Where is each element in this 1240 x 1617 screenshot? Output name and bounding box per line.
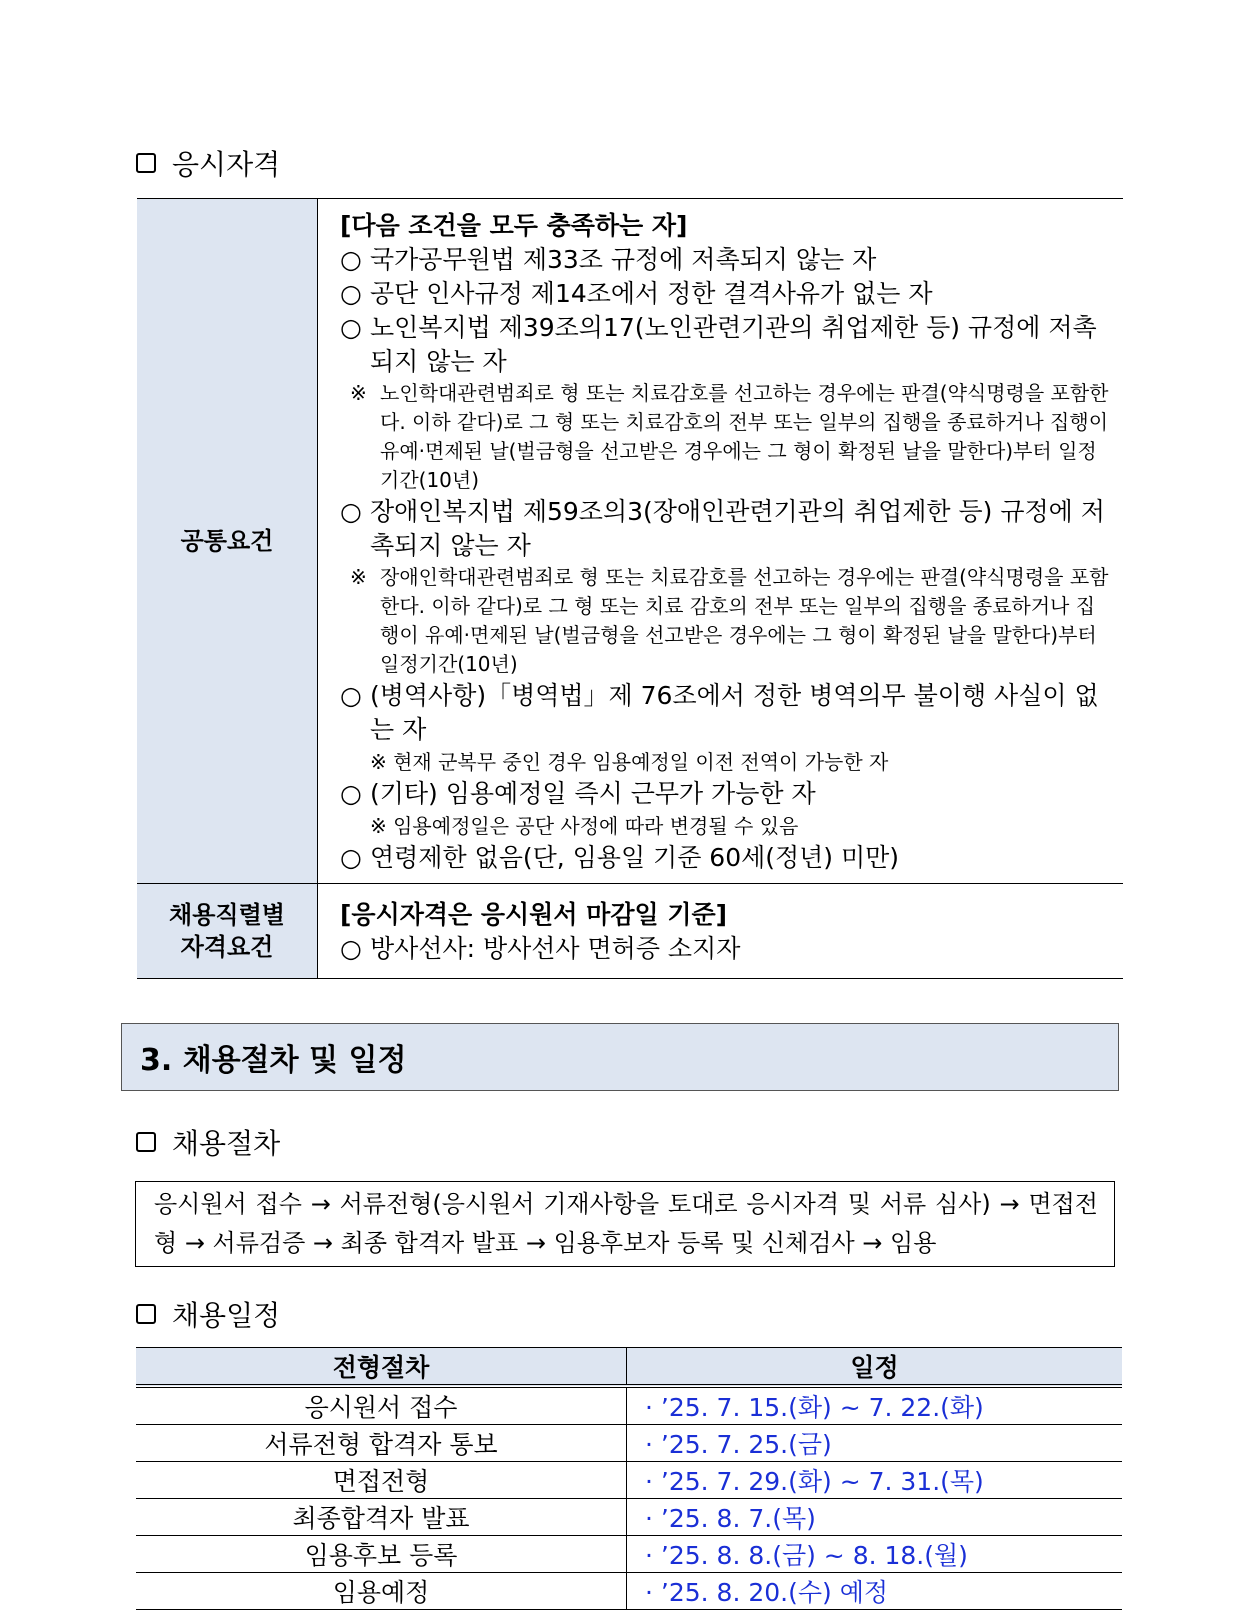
- list-item: [340, 679, 1111, 747]
- reference-mark-icon: ※: [350, 565, 367, 589]
- schedule-table-body: [136, 1386, 1122, 1610]
- schedule-date: · ’25. 8. 7.(목): [627, 1499, 1123, 1536]
- list-item: [340, 243, 1111, 277]
- job-requirements: [318, 884, 1124, 979]
- schedule-step: 임용예정: [136, 1573, 627, 1610]
- schedule-date: · ’25. 7. 29.(화) ~ 7. 31.(목): [627, 1462, 1123, 1499]
- list-item: [340, 841, 1111, 875]
- table-row: [136, 1386, 1122, 1425]
- table-row: [136, 1425, 1122, 1462]
- row-label-job: [137, 884, 318, 979]
- list-item-text: 장애인복지법 제59조의3(장애인관련기관의 취업제한 등) 규정에 저촉되지 않는 자: [370, 497, 1105, 560]
- schedule-date: · ’25. 7. 25.(금): [627, 1425, 1123, 1462]
- schedule-date: · ’25. 8. 20.(수) 예정: [627, 1573, 1123, 1610]
- procedure-text: 응시원서 접수 → 서류전형(응시원서 기재사항을 토대로 응시자격 및 서류 심사) → 면접전형 → 서류검증 → 최종 합격자 발표 → 임용후보자 등록 및 신체검사 → 임용: [154, 1190, 1098, 1257]
- circle-bullet-icon: ○: [340, 313, 362, 342]
- row-label-line: 채용직렬별: [169, 901, 285, 929]
- note: [340, 379, 1111, 495]
- circle-bullet-icon: ○: [340, 279, 362, 308]
- table-row: [136, 1499, 1122, 1536]
- reference-mark-icon: ※: [350, 381, 367, 405]
- schedule-step: 면접전형: [136, 1462, 627, 1499]
- table-row: [136, 1536, 1122, 1573]
- section-3-title: 3. 채용절차 및 일정: [140, 1043, 407, 1078]
- circle-bullet-icon: ○: [340, 843, 362, 872]
- table-row: [136, 1573, 1122, 1610]
- checkbox-square-icon: [136, 153, 156, 173]
- schedule-step: 서류전형 합격자 통보: [136, 1425, 627, 1462]
- circle-bullet-icon: ○: [340, 497, 362, 526]
- list-item: [340, 777, 1111, 811]
- qualification-table: [137, 198, 1123, 979]
- table-row: [136, 1462, 1122, 1499]
- procedure-box: [135, 1181, 1115, 1267]
- note: [340, 563, 1111, 679]
- schedule-step: 응시원서 접수: [136, 1386, 627, 1425]
- checkbox-square-icon: [136, 1132, 156, 1152]
- list-item-text: 연령제한 없음(단, 임용일 기준 60세(정년) 미만): [370, 843, 900, 872]
- section-3-title-bar: [121, 1023, 1119, 1091]
- list-item-text: 노인복지법 제39조의17(노인관련기관의 취업제한 등) 규정에 저촉되지 않는 자: [370, 313, 1097, 376]
- table-row: [137, 199, 1123, 884]
- schedule-step: 임용후보 등록: [136, 1536, 627, 1573]
- list-item-text: (기타) 임용예정일 즉시 근무가 가능한 자: [370, 779, 816, 808]
- circle-bullet-icon: ○: [340, 779, 362, 808]
- section-title: 응시자격: [172, 148, 281, 181]
- table-row: [137, 884, 1123, 979]
- schedule-step: 최종합격자 발표: [136, 1499, 627, 1536]
- sub-note: ※ 현재 군복무 중인 경우 임용예정일 이전 전역이 가능한 자: [370, 750, 889, 774]
- section-heading-schedule: [136, 1294, 280, 1334]
- list-item: [340, 495, 1111, 563]
- schedule-date: · ’25. 7. 15.(화) ~ 7. 22.(화): [627, 1386, 1123, 1425]
- schedule-table: [136, 1347, 1122, 1610]
- sub-note: ※ 임용예정일은 공단 사정에 따라 변경될 수 있음: [370, 814, 799, 838]
- list-item-text: 공단 인사규정 제14조에서 정한 결격사유가 없는 자: [370, 279, 933, 308]
- job-requirements-heading: [응시자격은 응시원서 마감일 기준]: [340, 900, 728, 929]
- column-header-step: 전형절차: [136, 1348, 627, 1387]
- note-text: 장애인학대관련범죄로 형 또는 치료감호를 선고하는 경우에는 판결(약식명령을 포함한다. 이하 같다)로 그 형 또는 치료 감호의 전부 또는 일부의 집행을 종료하거나 집행이 유예·면제된 날(벌금형을 선고받은 경우에는 그 형이 확정된 날을 말한다)부터 일정기간(10년): [380, 565, 1109, 676]
- list-item: [340, 311, 1111, 379]
- section-title: 채용일정: [172, 1299, 281, 1332]
- section-heading-qualification: [136, 143, 280, 183]
- circle-bullet-icon: ○: [340, 681, 362, 710]
- column-header-date: 일정: [627, 1348, 1123, 1387]
- row-label-line: 자격요건: [180, 933, 274, 961]
- list-item-text: 국가공무원법 제33조 규정에 저촉되지 않는 자: [370, 245, 877, 274]
- common-requirements: [318, 199, 1124, 884]
- section-title: 채용절차: [172, 1127, 281, 1160]
- list-item-text: (병역사항)「병역법」제 76조에서 정한 병역의무 불이행 사실이 없는 자: [370, 681, 1099, 744]
- common-requirements-heading: [다음 조건을 모두 충족하는 자]: [340, 211, 688, 240]
- checkbox-square-icon: [136, 1304, 156, 1324]
- list-item: [340, 277, 1111, 311]
- circle-bullet-icon: ○: [340, 245, 362, 274]
- note-text: 노인학대관련범죄로 형 또는 치료감호를 선고하는 경우에는 판결(약식명령을 포함한다. 이하 같다)로 그 형 또는 치료감호의 전부 또는 일부의 집행을 종료하거나 집행이 유예‧면제된 날(벌금형을 선고받은 경우에는 그 형이 확정된 날을 말한다)부터 일정기간(10년): [380, 381, 1109, 492]
- row-label-common: 공통요건: [137, 199, 318, 884]
- circle-bullet-icon: ○: [340, 934, 362, 963]
- common-requirements-list: [340, 243, 1111, 875]
- table-header-row: [136, 1348, 1122, 1387]
- list-item-text: 방사선사: 방사선사 면허증 소지자: [370, 934, 741, 963]
- schedule-date: · ’25. 8. 8.(금) ~ 8. 18.(월): [627, 1536, 1123, 1573]
- list-item: [340, 932, 1111, 966]
- section-heading-procedure: [136, 1122, 280, 1162]
